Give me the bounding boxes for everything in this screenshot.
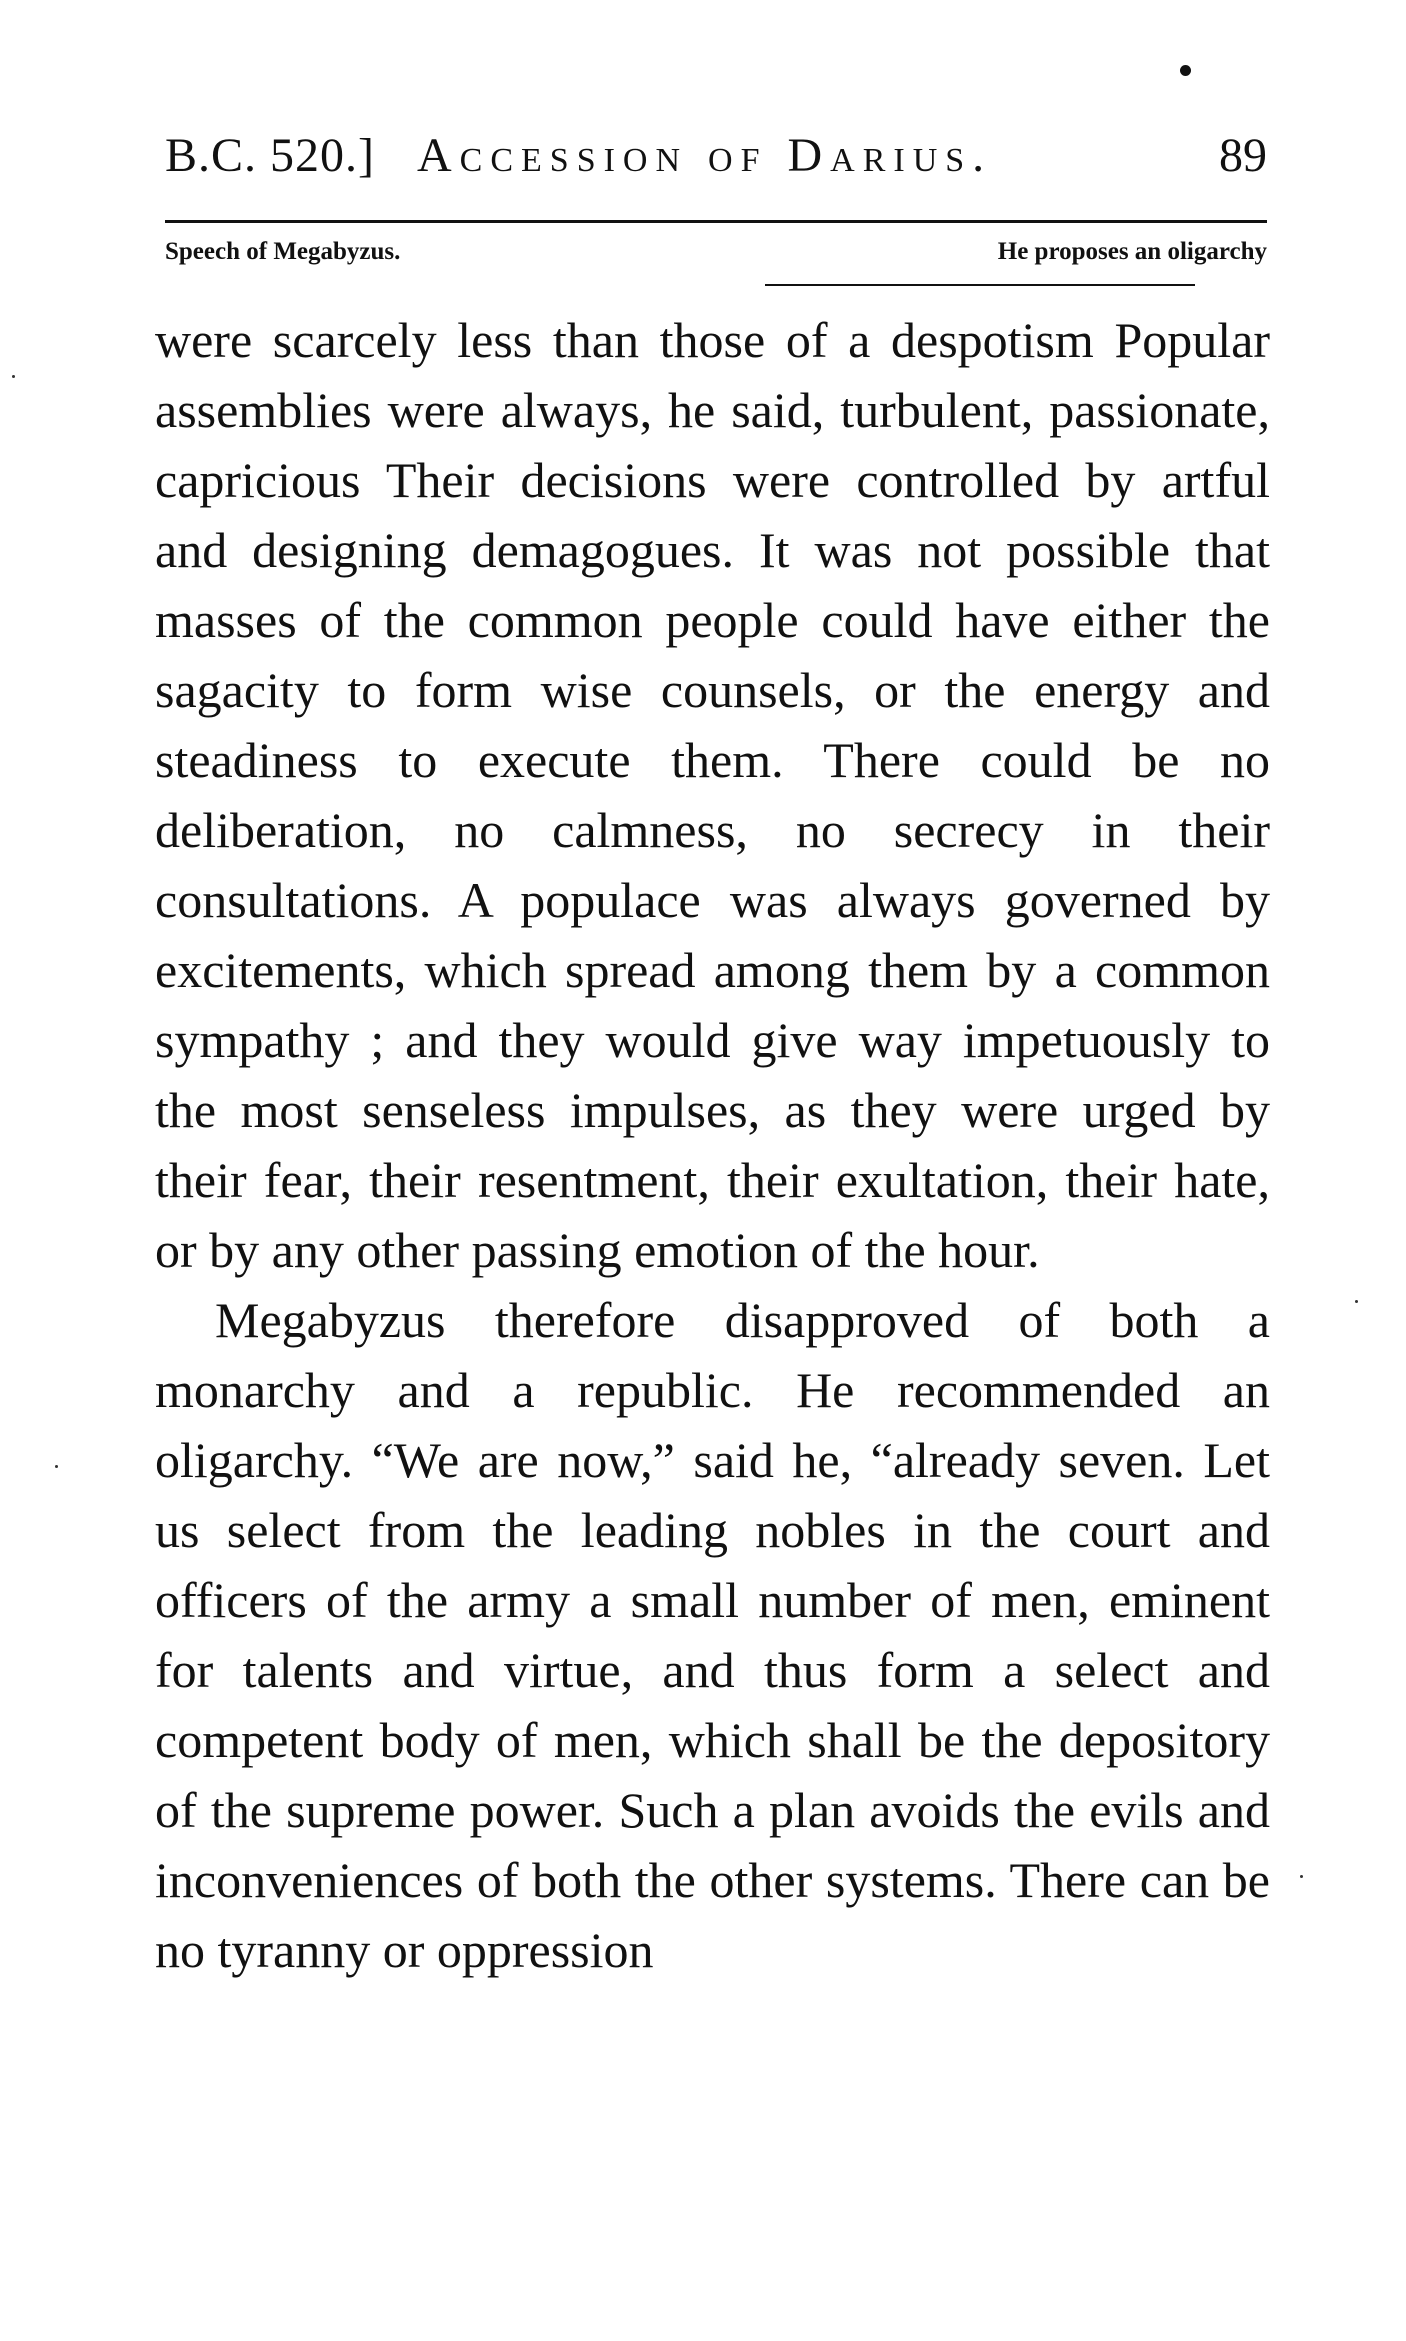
running-header bbox=[165, 128, 1267, 198]
paragraph: were scarcely less than those of a despotism Popular assemblies were always, he said, turbulent, passionate, capricious Their decisions were controlled by artful and designing demagogues. It was not possible that masses of the common people could have either the sagacity to form wise counsels, or the energy and steadiness to execute them. There could be no deliberation, no calmness, no secrecy in their consultations. A populace was always governed by excitements, which spread among them by a common sympathy ; and they would give way impetuously to the most senseless impulses, as they were urged by their fear, their resentment, their exultation, their hate, or by any other passing emotion of the hour. bbox=[155, 312, 1270, 1278]
subheader-rule bbox=[765, 284, 1195, 286]
paragraph: Megabyzus therefore disapproved of both a monarchy and a republic. He recommended an oligarchy. “We are now,” said he, “already seven. Let us select from the leading nobles in the court and officers of the army a small number of men, eminent for talents and virtue, and thus form a select and competent body of men, which shall be the depository of the supreme power. Such a plan avoids the evils and inconveniences of both the other systems. There can be no tyranny or oppression bbox=[155, 1292, 1270, 1978]
chapter-title: Accession of Darius. bbox=[417, 129, 993, 182]
main-text bbox=[155, 305, 1270, 1985]
ink-dot bbox=[1180, 65, 1191, 76]
ink-speck bbox=[12, 375, 15, 378]
ink-speck bbox=[1355, 1300, 1358, 1303]
side-heading-right: He proposes an oligarchy bbox=[997, 238, 1267, 265]
header-rule bbox=[165, 220, 1267, 223]
ink-speck bbox=[55, 1465, 58, 1468]
header-date: B.C. 520.] bbox=[165, 129, 376, 182]
page-number: 89 bbox=[1219, 129, 1267, 182]
ink-speck bbox=[1300, 1875, 1303, 1878]
side-heading-left: Speech of Megabyzus. bbox=[165, 238, 401, 265]
